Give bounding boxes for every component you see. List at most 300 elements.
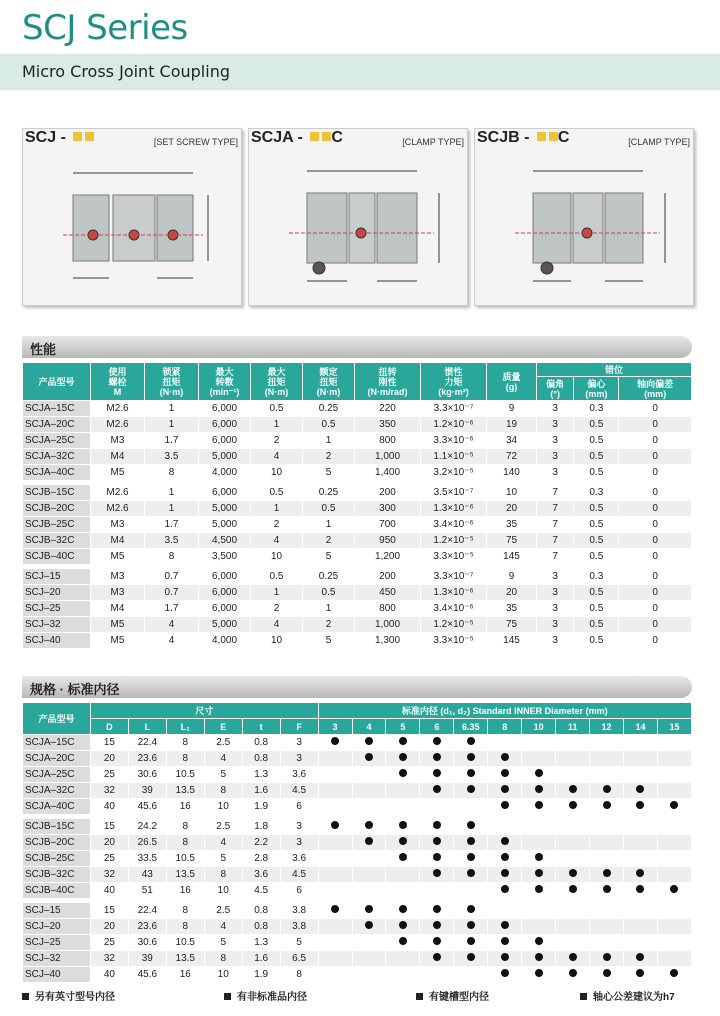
bore-cell [454, 783, 488, 799]
value-cell: 1.3×10⁻⁶ [421, 585, 487, 601]
value-cell: 3 [280, 819, 318, 835]
value-cell: 2 [303, 449, 355, 465]
value-cell: 10 [204, 967, 242, 983]
table-row [23, 633, 692, 649]
value-cell: 3.2×10⁻⁵ [421, 465, 487, 481]
column-header: 10 [522, 719, 556, 735]
value-cell: 0.3 [574, 569, 619, 585]
value-cell: 4 [251, 617, 303, 633]
bore-cell [318, 783, 352, 799]
bore-cell [657, 967, 691, 983]
value-cell: 4 [204, 835, 242, 851]
value-cell: 6,000 [199, 601, 251, 617]
diagram-type: [SET SCREW TYPE] [153, 137, 238, 147]
value-cell: 0.5 [574, 517, 619, 533]
value-cell: 0 [619, 585, 692, 601]
bore-cell [590, 951, 624, 967]
bore-cell [657, 951, 691, 967]
value-cell: 350 [355, 417, 421, 433]
value-cell: 5,000 [199, 501, 251, 517]
table-row [23, 751, 692, 767]
bore-cell [386, 883, 420, 899]
bore-cell [657, 919, 691, 935]
bore-cell [657, 851, 691, 867]
value-cell: 0.25 [303, 569, 355, 585]
value-cell: 3 [537, 465, 574, 481]
bore-cell [420, 903, 454, 919]
value-cell: 1.9 [242, 799, 280, 815]
value-cell: 4.5 [280, 867, 318, 883]
diagram-title: SCJB - C [477, 129, 570, 146]
bore-cell [657, 867, 691, 883]
bore-cell [522, 951, 556, 967]
available-dot-icon [501, 921, 509, 929]
table-row [23, 783, 692, 799]
value-cell: 2 [251, 433, 303, 449]
model-cell: SCJ–32 [23, 951, 91, 967]
value-cell: 15 [90, 819, 128, 835]
bore-cell [318, 735, 352, 751]
value-cell: 5,000 [199, 517, 251, 533]
bore-cell [318, 835, 352, 851]
performance-table [22, 362, 692, 649]
bore-cell [522, 767, 556, 783]
value-cell: 2.5 [204, 735, 242, 751]
value-cell: 4 [251, 449, 303, 465]
value-cell: 3.4×10⁻⁶ [421, 601, 487, 617]
page-subtitle: Micro Cross Joint Coupling [22, 62, 230, 81]
bore-cell [556, 751, 590, 767]
bore-cell [488, 751, 522, 767]
spec-table [22, 702, 692, 983]
bore-cell [352, 967, 386, 983]
bore-cell [420, 883, 454, 899]
value-cell: 8 [166, 735, 204, 751]
bore-cell [420, 819, 454, 835]
bore-cell [488, 935, 522, 951]
column-header: 15 [657, 719, 691, 735]
value-cell: 1 [145, 417, 199, 433]
available-dot-icon [535, 785, 543, 793]
available-dot-icon [467, 837, 475, 845]
value-cell: 1.2×10⁻⁶ [421, 417, 487, 433]
value-cell: 1.6 [242, 783, 280, 799]
column-header: 11 [556, 719, 590, 735]
value-cell: M3 [91, 433, 145, 449]
value-cell: 0 [619, 485, 692, 501]
available-dot-icon [399, 769, 407, 777]
value-cell: 0.7 [145, 585, 199, 601]
value-cell: 0.5 [303, 585, 355, 601]
available-dot-icon [433, 837, 441, 845]
value-cell: 1.3 [242, 767, 280, 783]
available-dot-icon [636, 953, 644, 961]
bore-cell [590, 735, 624, 751]
perf-section-bar [22, 336, 692, 358]
value-cell: M4 [91, 449, 145, 465]
value-cell: 6,000 [199, 585, 251, 601]
bore-cell [488, 867, 522, 883]
value-cell: 8 [204, 783, 242, 799]
value-cell: 0.8 [242, 903, 280, 919]
value-cell: M3 [91, 569, 145, 585]
table-row [23, 417, 692, 433]
value-cell: 1,000 [355, 617, 421, 633]
value-cell: 0.5 [574, 617, 619, 633]
bore-cell [590, 835, 624, 851]
column-header: 6 [420, 719, 454, 735]
value-cell: 2 [303, 533, 355, 549]
bore-cell [657, 903, 691, 919]
available-dot-icon [399, 921, 407, 929]
value-cell: 0 [619, 449, 692, 465]
bore-cell [352, 851, 386, 867]
value-cell: 6,000 [199, 569, 251, 585]
value-cell: 1.7 [145, 433, 199, 449]
bore-cell [590, 767, 624, 783]
value-cell: 15 [90, 903, 128, 919]
value-cell: 4,500 [199, 533, 251, 549]
bore-cell [352, 767, 386, 783]
available-dot-icon [636, 885, 644, 893]
value-cell: 0.5 [574, 449, 619, 465]
available-dot-icon [365, 753, 373, 761]
bore-cell [556, 903, 590, 919]
bore-cell [420, 935, 454, 951]
value-cell: 30.6 [128, 767, 166, 783]
available-dot-icon [467, 769, 475, 777]
bore-cell [352, 799, 386, 815]
value-cell: 3.5 [145, 533, 199, 549]
model-cell: SCJA–15C [23, 401, 91, 417]
bore-cell [318, 819, 352, 835]
bore-cell [488, 835, 522, 851]
bore-cell [657, 835, 691, 851]
value-cell: 13.5 [166, 867, 204, 883]
column-header: 4 [352, 719, 386, 735]
available-dot-icon [535, 853, 543, 861]
bore-cell [624, 967, 658, 983]
bore-cell [522, 735, 556, 751]
available-dot-icon [501, 885, 509, 893]
model-cell: SCJB–15C [23, 485, 91, 501]
bore-cell [657, 883, 691, 899]
table-row [23, 433, 692, 449]
bore-cell [318, 935, 352, 951]
available-dot-icon [433, 937, 441, 945]
value-cell: 3 [537, 569, 574, 585]
diagram-scj [22, 128, 242, 306]
model-cell: SCJ–20 [23, 919, 91, 935]
model-cell: SCJA–32C [23, 783, 91, 799]
bore-cell [488, 783, 522, 799]
value-cell: 10 [204, 799, 242, 815]
bore-cell [657, 819, 691, 835]
value-cell: 35 [487, 601, 537, 617]
value-cell: 9 [487, 569, 537, 585]
value-cell: 3 [537, 585, 574, 601]
value-cell: 200 [355, 569, 421, 585]
bore-cell [590, 751, 624, 767]
bore-cell [624, 783, 658, 799]
bore-cell [420, 951, 454, 967]
value-cell: 4.5 [280, 783, 318, 799]
column-header: 质量 (g) [487, 363, 537, 401]
bore-cell [556, 799, 590, 815]
available-dot-icon [399, 737, 407, 745]
available-dot-icon [433, 821, 441, 829]
value-cell: 5 [303, 549, 355, 565]
column-header: F [280, 719, 318, 735]
table-row [23, 735, 692, 751]
value-cell: 800 [355, 433, 421, 449]
model-cell: SCJB–40C [23, 883, 91, 899]
value-cell: 2.5 [204, 819, 242, 835]
value-cell: 1 [303, 601, 355, 617]
value-cell: 8 [145, 465, 199, 481]
bore-cell [590, 919, 624, 935]
available-dot-icon [569, 885, 577, 893]
bore-cell [318, 799, 352, 815]
model-cell: SCJB–25C [23, 517, 91, 533]
diagram-scjb [474, 128, 694, 306]
column-header: 最大 转数 (min⁻¹) [199, 363, 251, 401]
value-cell: 5 [303, 465, 355, 481]
bore-cell [624, 735, 658, 751]
value-cell: 0.5 [574, 601, 619, 617]
bore-cell [386, 903, 420, 919]
value-cell: 10 [251, 465, 303, 481]
bore-cell [590, 883, 624, 899]
value-cell: 75 [487, 617, 537, 633]
available-dot-icon [501, 969, 509, 977]
value-cell: 5 [204, 767, 242, 783]
bore-cell [522, 819, 556, 835]
bore-cell [657, 935, 691, 951]
column-header: E [204, 719, 242, 735]
value-cell: 1.3 [242, 935, 280, 951]
bore-cell [624, 867, 658, 883]
value-cell: 0.25 [303, 401, 355, 417]
value-cell: 8 [166, 903, 204, 919]
value-cell: 1,200 [355, 549, 421, 565]
bore-cell [454, 735, 488, 751]
bore-cell [352, 819, 386, 835]
value-cell: 0.5 [574, 501, 619, 517]
value-cell: 8 [204, 867, 242, 883]
value-cell: 0.25 [303, 485, 355, 501]
value-cell: 16 [166, 967, 204, 983]
bore-cell [488, 883, 522, 899]
model-cell: SCJA–40C [23, 799, 91, 815]
available-dot-icon [467, 937, 475, 945]
bore-cell [488, 799, 522, 815]
value-cell: 4 [145, 633, 199, 649]
value-cell: 950 [355, 533, 421, 549]
column-header: 扭转 刚性 (N·m/rad) [355, 363, 421, 401]
table-row [23, 485, 692, 501]
available-dot-icon [399, 937, 407, 945]
value-cell: 4 [204, 919, 242, 935]
value-cell: 5 [280, 935, 318, 951]
model-cell: SCJA–25C [23, 433, 91, 449]
bore-cell [386, 851, 420, 867]
bore-cell [420, 867, 454, 883]
value-cell: 5 [204, 935, 242, 951]
value-cell: 8 [166, 835, 204, 851]
value-cell: M5 [91, 549, 145, 565]
column-header: 额定 扭矩 (N·m) [303, 363, 355, 401]
column-header: 8 [488, 719, 522, 735]
available-dot-icon [569, 969, 577, 977]
value-cell: 22.4 [128, 735, 166, 751]
table-row [23, 401, 692, 417]
value-cell: 22.4 [128, 903, 166, 919]
bore-cell [556, 919, 590, 935]
bore-cell [488, 919, 522, 935]
bore-cell [556, 935, 590, 951]
value-cell: 1.9 [242, 967, 280, 983]
coupling-drawing [249, 153, 467, 303]
available-dot-icon [636, 969, 644, 977]
footnote: 有键槽型内径 [416, 988, 489, 1003]
table-row [23, 517, 692, 533]
bore-cell [624, 835, 658, 851]
available-dot-icon [467, 821, 475, 829]
bore-cell [657, 735, 691, 751]
table-row [23, 919, 692, 935]
coupling-drawing [475, 153, 693, 303]
value-cell: 8 [280, 967, 318, 983]
value-cell: 4,000 [199, 633, 251, 649]
table-row [23, 533, 692, 549]
value-cell: 20 [487, 501, 537, 517]
value-cell: 6 [280, 799, 318, 815]
diagram-title: SCJ - [25, 129, 94, 147]
bore-cell [352, 935, 386, 951]
bore-cell [590, 819, 624, 835]
table-row [23, 799, 692, 815]
value-cell: 39 [128, 783, 166, 799]
bore-cell [454, 919, 488, 935]
value-cell: 0.8 [242, 919, 280, 935]
available-dot-icon [603, 885, 611, 893]
column-header: 5 [386, 719, 420, 735]
column-header: 14 [624, 719, 658, 735]
value-cell: 4.5 [242, 883, 280, 899]
bore-cell [624, 919, 658, 935]
page-title: SCJ Series [22, 8, 188, 48]
bore-cell [420, 919, 454, 935]
value-cell: 1.1×10⁻⁵ [421, 449, 487, 465]
bore-cell [352, 835, 386, 851]
column-header: L [128, 719, 166, 735]
value-cell: 16 [166, 883, 204, 899]
bore-cell [352, 867, 386, 883]
value-cell: 0 [619, 465, 692, 481]
value-cell: 3 [537, 633, 574, 649]
value-cell: M2.6 [91, 501, 145, 517]
value-cell: 1 [303, 433, 355, 449]
value-cell: 23.6 [128, 751, 166, 767]
available-dot-icon [603, 969, 611, 977]
column-header: 偏角 (°) [537, 377, 574, 401]
bore-cell [318, 767, 352, 783]
value-cell: 1,000 [355, 449, 421, 465]
available-dot-icon [501, 869, 509, 877]
value-cell: 0.5 [251, 401, 303, 417]
column-header: 错位 [537, 363, 692, 377]
column-header: 最大 扭矩 (N·m) [251, 363, 303, 401]
model-cell: SCJA–40C [23, 465, 91, 481]
available-dot-icon [501, 801, 509, 809]
value-cell: 43 [128, 867, 166, 883]
model-cell: SCJ–20 [23, 585, 91, 601]
value-cell: 8 [204, 951, 242, 967]
value-cell: 5 [303, 633, 355, 649]
bore-cell [454, 883, 488, 899]
available-dot-icon [501, 837, 509, 845]
model-cell: SCJB–20C [23, 501, 91, 517]
available-dot-icon [467, 905, 475, 913]
bore-cell [556, 735, 590, 751]
coupling-drawing [23, 153, 241, 303]
bore-cell [352, 919, 386, 935]
available-dot-icon [636, 785, 644, 793]
value-cell: 3.3×10⁻⁵ [421, 633, 487, 649]
value-cell: 6,000 [199, 485, 251, 501]
value-cell: 0 [619, 569, 692, 585]
value-cell: 700 [355, 517, 421, 533]
value-cell: 1 [145, 485, 199, 501]
value-cell: 10 [487, 485, 537, 501]
footnote: 另有英寸型号内径 [22, 988, 115, 1003]
value-cell: 6,000 [199, 401, 251, 417]
bore-cell [624, 883, 658, 899]
table-row [23, 867, 692, 883]
available-dot-icon [433, 769, 441, 777]
value-cell: 1.2×10⁻⁵ [421, 617, 487, 633]
bore-cell [556, 783, 590, 799]
table-row [23, 819, 692, 835]
column-header: 尺寸 [90, 703, 318, 719]
value-cell: M4 [91, 601, 145, 617]
available-dot-icon [535, 769, 543, 777]
available-dot-icon [433, 953, 441, 961]
bore-cell [386, 735, 420, 751]
value-cell: 1.3×10⁻⁶ [421, 501, 487, 517]
value-cell: 7 [537, 533, 574, 549]
model-cell: SCJB–25C [23, 851, 91, 867]
value-cell: 2.2 [242, 835, 280, 851]
available-dot-icon [467, 953, 475, 961]
bore-cell [624, 799, 658, 815]
table-row [23, 585, 692, 601]
value-cell: 0.5 [303, 501, 355, 517]
bore-cell [522, 935, 556, 951]
value-cell: 16 [166, 799, 204, 815]
value-cell: 24.2 [128, 819, 166, 835]
available-dot-icon [501, 785, 509, 793]
value-cell: 25 [90, 767, 128, 783]
bore-cell [386, 819, 420, 835]
model-cell: SCJA–32C [23, 449, 91, 465]
bore-cell [386, 751, 420, 767]
value-cell: 32 [90, 867, 128, 883]
value-cell: 2 [251, 601, 303, 617]
value-cell: 3 [280, 835, 318, 851]
value-cell: 0.5 [251, 569, 303, 585]
